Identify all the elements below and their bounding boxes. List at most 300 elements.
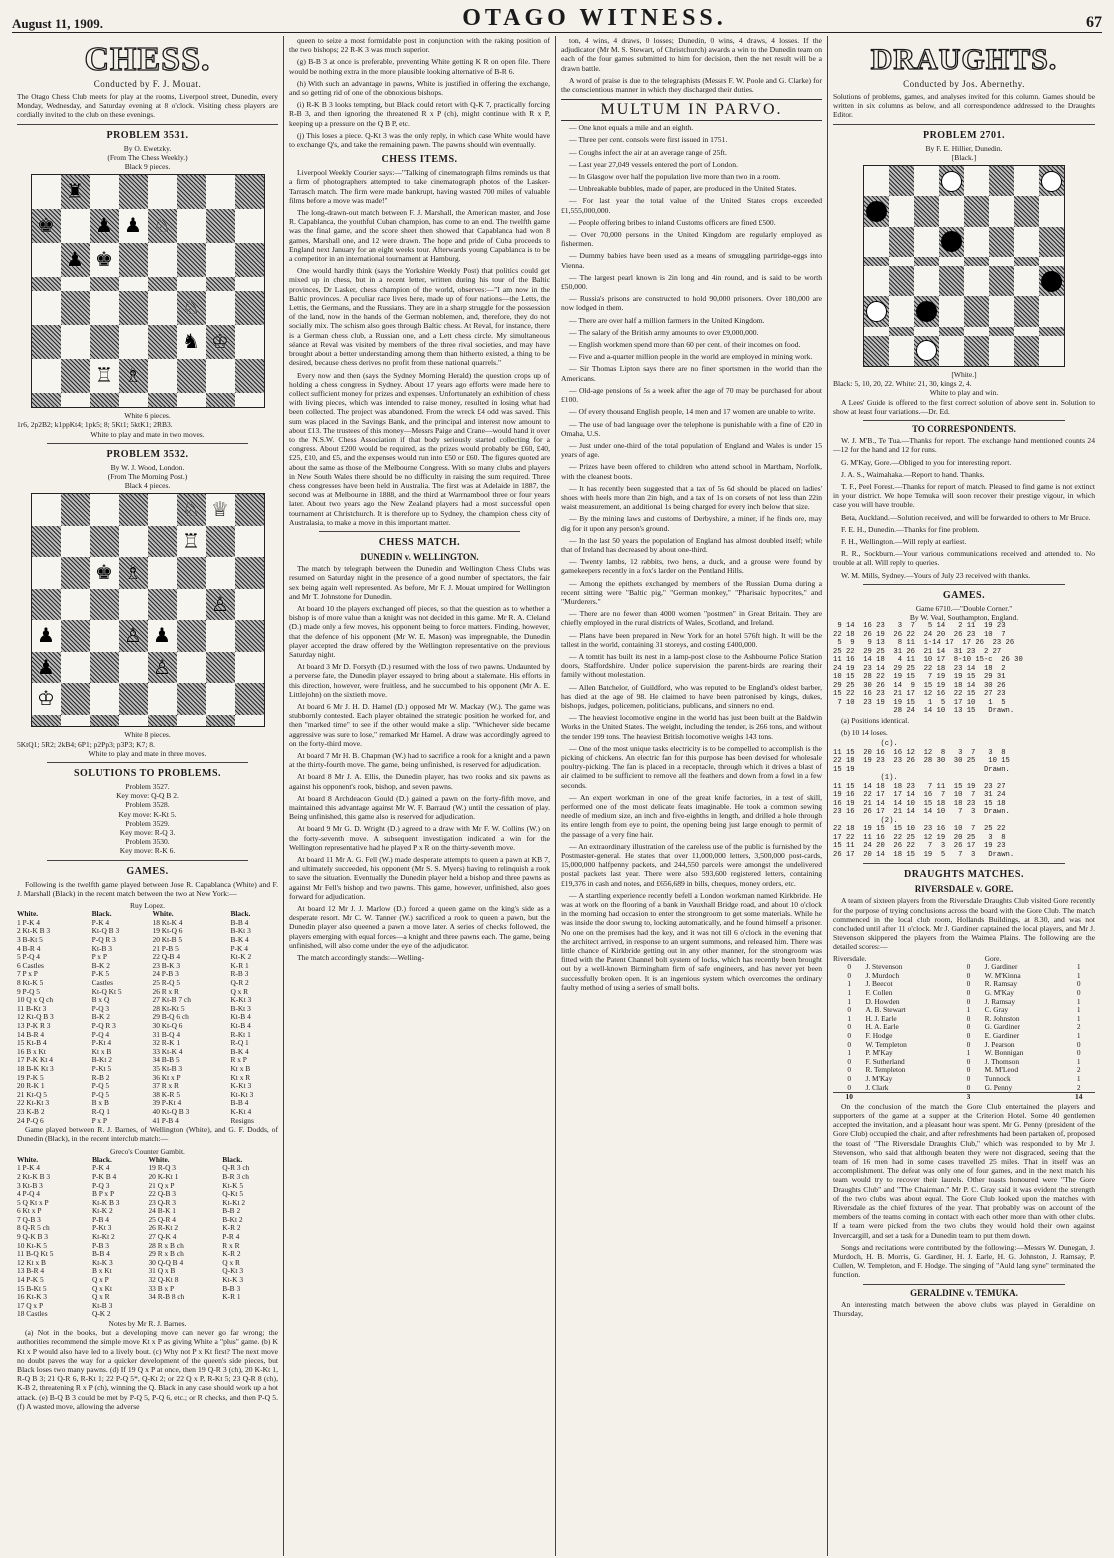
player-cell: H. J. Earle <box>865 1013 897 1023</box>
board-square <box>864 266 889 296</box>
multum-list <box>561 123 822 992</box>
player-cell: J. Murdoch <box>865 970 900 980</box>
table-cell: 10 Q x Q ch <box>17 995 54 1005</box>
draws-cell: 1 <box>966 1048 971 1058</box>
table-cell: 28 R x B ch <box>148 1240 184 1250</box>
problem-3531-fen: 1r6, 2p2B2; k1ppKt4; 1pk5; 8; 5Kt1; 5ktK1; 2RB3. <box>17 420 173 430</box>
table-cell: 27 Q-K 4 <box>148 1232 177 1242</box>
wins-cell: 1 <box>1076 1030 1081 1040</box>
match-paragraph: At board 7 Mr H. B. Chapman (W.) had to sacrifice a rook for a knight and a pawn at the thirty-fourth move. The game, being unfinished, is reserved for adjudication. <box>289 751 550 770</box>
table-cell: 3 B-Kt 5 <box>17 935 43 945</box>
board-square <box>235 325 264 359</box>
col-black-2: Black. <box>230 909 251 919</box>
player-cell: W. Templeton <box>865 1039 907 1049</box>
table-cell: 2 Kt-K B 3 <box>17 926 51 936</box>
multum-item: — Allen Batchelor, of Guildford, who was reputed to be England's oldest barber, has died at the age of 98. He claimed to have been patronised by kings, dukes, bishops, judges, policemen, politicians, publicans, and sinners no end. <box>561 682 822 710</box>
draws-cell: 0 <box>966 1065 971 1075</box>
table-cell: 6 Kt x P <box>17 1206 42 1216</box>
player-cell: R. Templeton <box>865 1065 906 1075</box>
board-square <box>90 557 119 589</box>
chess-piece-icon: ♔ <box>211 331 229 354</box>
multum-item: — There are no fewer than 4000 women "postmen" in Great Britain. They are chiefly employed in the rural districts of Wales, Scotland, and Ireland. <box>561 609 822 628</box>
board-square <box>235 652 264 684</box>
board-square <box>119 589 148 621</box>
wins-cell: 1 <box>847 987 852 997</box>
wins-cell: 1 <box>1076 1005 1081 1015</box>
board-square <box>914 196 939 226</box>
table-cell: 30 Kt-Q 6 <box>152 1020 183 1030</box>
variation-c: (c). 11 15 20 16 16 12 12 8 3 7 3 8 22 18 19 23 23 26 28 30 30 25 10 15 15 19 Drawn. <box>833 740 1010 774</box>
board-square <box>148 175 177 209</box>
draughts-notice: Solutions of problems, games, and analyses invited for this column. Games should be written in six columns as below, and all correspondence addressed to the Draughts Editor. <box>833 93 1095 124</box>
table-cell: 24 P-B 3 <box>152 969 179 979</box>
draughts-game-notes <box>833 716 1095 737</box>
player-cell: H. A. Earle <box>865 1022 899 1032</box>
table-row <box>17 1302 278 1311</box>
board-square <box>939 166 964 196</box>
riversdale-songs: Songs and recitations were contributed by the following:—Messrs W. Dunegan, J. Murdoch, H. B. Morris, G. Gardiner, H. J. Earle, H. G. Johnston, J. Ramsay, P. Cullen, W. Templeton, and F. Hodge. The singing of "Auld lang syne" terminated the function. <box>833 1242 1095 1280</box>
table-cell: R x R <box>222 1240 240 1250</box>
board-square <box>32 325 61 359</box>
table-cell: Q-R 3 ch <box>222 1163 250 1173</box>
board-square <box>914 166 939 196</box>
table-cell: 21 Kt-Q 5 <box>17 1089 47 1099</box>
draughts-board <box>863 165 1065 367</box>
table-cell: K-Kt 3 <box>230 995 252 1005</box>
table-cell: 3 Kt-B 3 <box>17 1180 43 1190</box>
board-square <box>235 494 264 526</box>
table-cell: Kt-K 5 <box>222 1180 244 1190</box>
wins-cell: 0 <box>847 970 852 980</box>
table-cell: 13 B-R 4 <box>17 1266 45 1276</box>
col-white-2: White. <box>148 1154 170 1164</box>
draws-cell: 0 <box>966 970 971 980</box>
board-square <box>90 243 119 277</box>
board-square <box>61 359 90 393</box>
board-square <box>32 209 61 243</box>
correspondents-heading: TO CORRESPONDENTS. <box>912 424 1016 435</box>
board-square <box>90 652 119 684</box>
board-square <box>90 175 119 209</box>
table-cell: P x P <box>91 952 107 962</box>
problem-3532-stipulation: White to play and mate in three moves. <box>88 748 207 758</box>
draws-cell: 0 <box>966 979 971 989</box>
match-paragraph: At board 8 Archdeacon Gould (D.) gained a pawn on the forty-fifth move, and maintained this advantage against Mr W. F. Barraud (W.) until the cessation of play. Being unfinished, this game also is reserved for adjudication. <box>289 793 550 822</box>
chess-items-heading: CHESS ITEMS. <box>381 154 458 166</box>
board-square <box>206 683 235 715</box>
player-cell: Tunnock <box>984 1073 1011 1083</box>
chess-piece-icon: ♟ <box>153 625 171 648</box>
board-square <box>177 589 206 621</box>
table-cell: P-B 3 <box>91 1240 109 1250</box>
table-cell <box>148 1302 222 1311</box>
solution-problem: Problem 3527. <box>125 782 170 792</box>
draughts-byline: Conducted by Jos. Abernethy. <box>903 79 1025 89</box>
board-square <box>119 325 148 359</box>
draws-cell: 1 <box>966 1005 971 1015</box>
correspondent-reply: W. M. Mills, Sydney.—Yours of July 23 received with thanks. <box>841 570 1031 580</box>
riversdale-heading: RIVERSDALE v. GORE. <box>914 884 1014 895</box>
problem-3531-stipulation: White to play and mate in two moves. <box>90 429 205 439</box>
board-square <box>90 683 119 715</box>
table-cell: 38 K-R 5 <box>152 1089 181 1099</box>
board-square <box>148 277 177 291</box>
board-square <box>61 291 90 325</box>
chess-byline: Conducted by F. J. Mouat. <box>93 79 202 89</box>
solution-key: Key move: K-Kt 5. <box>118 809 177 819</box>
board-square <box>148 393 177 407</box>
player-cell: P. M'Kay <box>865 1048 893 1058</box>
table-cell: Q x Kt <box>91 1283 113 1293</box>
table-cell: 20 R-K 1 <box>17 1081 45 1091</box>
table-cell: 23 Q-R 3 <box>148 1197 176 1207</box>
player-cell: F. Collen <box>865 987 893 997</box>
table-cell: B-B 4 <box>230 917 249 927</box>
multum-item: — A tomtit has built its nest in a lamp-post close to the Ashbourne Police Station doors, Staffordshire. Under police supervision the parent-birds are rearing their family without molestation. <box>561 651 822 680</box>
wins-cell: 1 <box>1076 1056 1081 1066</box>
board-square <box>1014 296 1039 326</box>
board-square <box>889 166 914 196</box>
multum-item: — Plans have been prepared in New York for an hotel 576ft high. It will be the tallest in the world, containing 31 storeys, and costing £400,000. <box>561 630 822 649</box>
game2-intro: Game played between R. J. Barnes, of Wellington (White), and G. F. Dodds, of Dunedin (Black), in the recent interclub match:— <box>17 1125 278 1144</box>
table-cell: Kt-Kt 3 <box>230 1089 254 1099</box>
board-square <box>32 494 61 526</box>
table-cell: 34 R-B 8 ch <box>148 1292 185 1302</box>
table-cell: 39 P-Kt 4 <box>152 1098 182 1108</box>
board-square <box>61 557 90 589</box>
chess-piece-icon: ♚ <box>95 562 113 585</box>
draws-cell: 0 <box>966 1022 971 1032</box>
table-cell: 26 R-Kt 2 <box>148 1223 179 1233</box>
draws-cell: 0 <box>966 962 971 972</box>
geraldine-heading: GERALDINE v. TEMUKA. <box>910 1287 1018 1298</box>
board-square <box>889 296 914 326</box>
variation-2: (2). 22 18 19 15 15 10 23 16 10 7 25 22 17 22 11 16 22 25 12 19 20 25 3 8 15 11 24 20 26 22 7 3 26 17 19 23 26 17 20 14 18 15 19 5 7 3 Drawn. <box>833 816 1015 859</box>
board-square <box>864 336 889 366</box>
board-square <box>32 393 61 407</box>
chess-piece-icon: ♘ <box>182 499 200 522</box>
table-cell: 18 B-K Kt 3 <box>17 1063 54 1073</box>
table-cell: 34 B-B 5 <box>152 1055 180 1065</box>
table-cell: 33 Kt-K 4 <box>152 1046 183 1056</box>
board-square <box>989 266 1014 296</box>
chess-piece-icon: ♙ <box>124 625 142 648</box>
table-cell: Castles <box>91 978 113 988</box>
table-cell: 17 Q x P <box>17 1300 44 1310</box>
table-cell: Kt-B 4 <box>230 1012 251 1022</box>
chess-piece-icon: ♙ <box>211 593 229 616</box>
board-square <box>32 175 61 209</box>
board-square <box>964 257 989 266</box>
board-square <box>206 526 235 558</box>
table-cell: Kt-Kt 2 <box>91 1232 115 1242</box>
table-cell: P x P <box>91 1115 107 1125</box>
game2-moves-table <box>17 1156 278 1319</box>
board-square <box>177 393 206 407</box>
board-square <box>119 393 148 407</box>
player-cell: J. Gardiner <box>984 962 1018 972</box>
game-notes: (a) Not in the books, but a developing move can never go far wrong; the authorities recommend the simple move Kt x P as giving White a "plus" game. (b) K Kt x P would also have led to a lively bout. (c) Why not P x Kt first? The next move no doubt paves the way for a quicker development of the queen's side pieces, but Black loses two many pawns. (d) If 19 Q x P at once, then 19 Q-R 3 (ch), 20 K-Kt 1, R-Q B 3; 21 Q-R 6, R-Kt 1; 22 P-Q 5*, Q-Kt 2; or 22 Q x P, R-Kt 5; 23 Q-R 8 (ch), K-B 2, threatening R x P (ch), winning the Q. Black in any case should work up a hot attack. (e) B-Q B 3 could be met by P-Q 5, P-Q 6, etc.; or R checks, and then P-Q 5. (f) A wasted move, allowing the adverse <box>17 1328 278 1411</box>
draughts-prize-note: A Lees' Guide is offered to the first correct solution of above sent in. Solution to show at least four variations.—Dr. Ed. <box>833 397 1095 416</box>
wins-cell: 0 <box>847 1073 852 1083</box>
board-square <box>989 336 1014 366</box>
chess-item-paragraph: The long-drawn-out match between F. J. Marshall, the American master, and Jose R. Capablanca, the youthful Cuban champion, has come to an end. The twelfth game was the final game, and the score sheet then showed that Capablanca had won 8 games, Marshall one, and 12 were drawn. The hope and pride of Cuba proceeds to England next January for an eight weeks tour. Afterwards young Capablanca is to be a competitor in an international tournament at Hamburg. <box>289 208 550 264</box>
board-square <box>61 175 90 209</box>
table-row <box>17 1117 278 1126</box>
player-cell: M. M'Leod <box>984 1065 1019 1075</box>
table-cell: P-K B 4 <box>91 1171 117 1181</box>
table-cell: P-Kt 4 <box>91 1038 112 1048</box>
board-square <box>939 266 964 296</box>
multum-item: — There are over half a million farmers in the United Kingdom. <box>569 315 765 325</box>
table-cell: Kt-K 3 <box>222 1275 244 1285</box>
wins-cell: 1 <box>1076 970 1081 980</box>
table-cell: 1 P-K 4 <box>17 1163 40 1173</box>
board-square <box>235 209 264 243</box>
board-square <box>177 175 206 209</box>
player-cell: R. Johnston <box>984 1013 1020 1023</box>
solution-problem: Problem 3529. <box>125 818 170 828</box>
table-cell: Kt-Q Kt 5 <box>91 986 122 996</box>
table-cell: Kt-B 3 <box>91 943 112 953</box>
board-square <box>235 277 264 291</box>
board-square <box>61 494 90 526</box>
multum-item: — People offering bribes to inland Customs officers are fined £500. <box>569 217 776 227</box>
player-cell: R. Ramsay <box>984 979 1018 989</box>
table-cell: B-B 3 <box>222 1283 241 1293</box>
problem-3532-black-count: Black 4 pieces. <box>124 481 171 491</box>
table-cell: 23 K-B 2 <box>17 1106 45 1116</box>
board-square <box>61 393 90 407</box>
wins-cell: 0 <box>847 1056 852 1066</box>
chess-piece-icon: ♟ <box>95 215 113 238</box>
board-square <box>964 266 989 296</box>
table-cell: 11 B-Kt 3 <box>17 1003 47 1013</box>
total-cell: 14 <box>1062 1093 1095 1102</box>
board-square <box>148 359 177 393</box>
riversdale-scores <box>833 955 1095 1102</box>
chess-piece-icon: ♘ <box>153 215 171 238</box>
correspondent-reply: F. H., Wellington.—Will reply at earliest. <box>841 537 967 547</box>
match-paragraph: At board 10 the players exchanged off pieces, so that the question as to whether a bishop is of more value than a knight was not decided in this game. Mr R. A. Cleland (D.) made only a few moves, his opponent being to force matters. Finding, however, that the defence of his opponent (Mr W. E. Mason) was impregnable, the Dunedin player accepted the draw offered by the Wellington representative on the previous Saturday night. <box>289 603 550 659</box>
table-cell: P-Q 3 <box>91 1180 110 1190</box>
col-white: White. <box>17 1154 39 1164</box>
board-square <box>177 359 206 393</box>
table-cell: 18 Kt-K 4 <box>152 917 183 927</box>
table-cell: 24 P-Q 6 <box>17 1115 44 1125</box>
table-cell: 21 P-B 5 <box>152 943 179 953</box>
chess-piece-icon: ♚ <box>37 215 55 238</box>
table-cell: 15 Kt-B 4 <box>17 1038 47 1048</box>
board-square <box>1039 166 1064 196</box>
multum-item: — Old-age pensions of 5s a week after the age of 70 may be purchased for about £100. <box>561 385 822 405</box>
draws-cell: 0 <box>966 996 971 1006</box>
table-cell: P-K 5 <box>91 969 110 979</box>
board-square <box>235 589 264 621</box>
table-cell: B-K 2 <box>91 1012 110 1022</box>
board-square <box>235 359 264 393</box>
variation-1: (1). 11 15 14 18 18 23 7 11 15 19 23 27 19 16 22 17 17 14 16 7 10 7 31 24 16 19 21 14 14 10 15 18 18 23 15 18 23 16 26 17 21 14 14 10 7 3 Drawn. <box>833 774 1010 817</box>
board-square <box>206 209 235 243</box>
board-square <box>61 209 90 243</box>
table-cell: 41 P-B 4 <box>152 1115 179 1125</box>
chess-piece-icon: ♙ <box>153 656 171 679</box>
game-note: (b) 10 14 loses. <box>841 727 888 737</box>
table-cell: 8 Kt-K 5 <box>17 978 44 988</box>
player-cell: J. Pearson <box>984 1039 1015 1049</box>
table-cell: B-Kt 3 <box>230 1003 251 1013</box>
table-cell: 26 R x R <box>152 986 179 996</box>
board-square <box>206 620 235 652</box>
draughts-position: Black: 5, 10, 20, 22. White: 21, 30, kings 2, 4. <box>833 379 972 389</box>
board-square <box>32 557 61 589</box>
table-cell <box>148 1310 222 1319</box>
note-paragraph: queen to seize a most formidable post in conjunction with the raking position of the two bishops; 22 R-K 3 was much superior. <box>289 36 550 55</box>
board-square <box>148 325 177 359</box>
board-square <box>90 494 119 526</box>
table-cell: R-Q 1 <box>230 1038 249 1048</box>
board-square <box>61 620 90 652</box>
table-cell: B-R 3 ch <box>222 1171 249 1181</box>
board-square <box>889 266 914 296</box>
correspondent-reply: Beta, Auckland.—Solution received, and will be forwarded to others to Mr Bruce. <box>841 512 1091 522</box>
multum-item: — Last year 27,049 vessels entered the port of London. <box>569 159 738 169</box>
board-square <box>90 526 119 558</box>
table-cell: Q x R <box>91 1292 110 1302</box>
board-square <box>914 327 939 336</box>
match-paragraph: At board 9 Mr G. D. Wright (D.) agreed to a draw with Mr F. W. Collins (W.) on the forty-seventh move. A subsequent investigation indicated a win for the Wellington representative had he played P x R on the thirty-seventh move. <box>289 824 550 852</box>
board-square <box>235 715 264 727</box>
draughts-problem-title: PROBLEM 2701. <box>922 129 1006 141</box>
geraldine-intro: An interesting match between the above clubs was played in Geraldine on Thursday, <box>833 1299 1095 1318</box>
chess-match-report <box>289 564 550 962</box>
board-square <box>914 266 939 296</box>
table-cell: P-K 4 <box>91 917 110 927</box>
board-square <box>235 291 264 325</box>
table-cell: Q x R <box>230 986 249 996</box>
board-square <box>864 166 889 196</box>
board-square <box>206 557 235 589</box>
table-cell: 5 P-Q 4 <box>17 952 40 962</box>
table-cell: Q-Kt 5 <box>222 1189 244 1199</box>
board-square <box>1014 196 1039 226</box>
col-black: Black. <box>91 909 112 919</box>
table-cell: B-B 2 <box>222 1206 241 1216</box>
table-row <box>833 1084 1095 1093</box>
board-square <box>148 291 177 325</box>
table-row <box>17 1293 278 1302</box>
draughts-problem-author: By F. E. Hillier, Dunedin. <box>925 143 1003 153</box>
board-square <box>889 227 914 257</box>
board-square <box>148 209 177 243</box>
total-row <box>833 1093 1095 1102</box>
board-square <box>206 291 235 325</box>
table-cell: P-Q R 3 <box>91 1020 116 1030</box>
table-cell: 31 B-Q 4 <box>152 1029 181 1039</box>
table-cell: 2 Kt-K B 3 <box>17 1171 51 1181</box>
board-square <box>61 652 90 684</box>
wins-cell: 0 <box>847 1082 852 1092</box>
board-square <box>177 243 206 277</box>
board-square <box>206 393 235 407</box>
table-cell: 12 Kt x B <box>17 1257 46 1267</box>
draughts-game-title: Game 6710.—"Double Corner." <box>915 603 1013 613</box>
table-cell: K-R 2 <box>222 1223 241 1233</box>
table-cell: R-B 2 <box>91 1072 110 1082</box>
board-square <box>148 243 177 277</box>
table-cell: K-R 2 <box>222 1249 241 1259</box>
wins-cell: 0 <box>847 1030 852 1040</box>
multum-item: — The heaviest locomotive engine in the world has just been built at the Baldwin Works in the United States. The weight, including the tender, is 266 tons, and without the tender 199 tons. The heaviest British locomotive weighs 143 tons. <box>561 713 822 741</box>
table-cell: 29 R x B ch <box>148 1249 184 1259</box>
board-square <box>61 683 90 715</box>
chess-board-problem-3532 <box>31 493 265 727</box>
board-square <box>119 652 148 684</box>
board-square <box>964 166 989 196</box>
board-square <box>989 257 1014 266</box>
board-square <box>32 277 61 291</box>
correspondent-reply: T. F., Peel Forest.—Thanks for report of match. Pleased to find game is not extinct in your district. We hope Temuka will soon recover their prestige vigour, in which case you will have trouble. <box>833 482 1095 510</box>
table-cell: 22 Q-B 4 <box>152 952 181 962</box>
board-square <box>1039 257 1064 266</box>
player-cell: J. Stevenson <box>865 962 903 972</box>
table-cell: B-B 4 <box>230 1098 249 1108</box>
board-square <box>1014 227 1039 257</box>
multum-item: — Dummy babies have been used as a means of smuggling partridge-eggs into Vienna. <box>561 251 822 270</box>
multum-item: — English workmen spend more than 60 per cent. of their incomes on food. <box>569 340 801 350</box>
board-square <box>90 620 119 652</box>
board-square <box>119 494 148 526</box>
board-square <box>61 526 90 558</box>
table-cell: 12 Kt-Q B 3 <box>17 1012 54 1022</box>
draughts-white-label: [White.] <box>951 370 977 379</box>
correspondent-reply: F. E. H., Dunedin.—Thanks for fine problem. <box>841 524 980 534</box>
board-square <box>1014 166 1039 196</box>
board-square <box>90 209 119 243</box>
wins-cell: 1 <box>1076 1013 1081 1023</box>
correspondents-list <box>833 436 1095 580</box>
draws-cell: 0 <box>966 1082 971 1092</box>
chess-piece-icon: ♜ <box>66 181 84 204</box>
multum-item: — The use of bad language over the telephone is punishable with a fine of £20 in Omaha, U.S. <box>561 419 822 438</box>
board-square <box>889 336 914 366</box>
table-cell: 4 B-R 4 <box>17 943 41 953</box>
multum-item: — Over 70,000 persons in the United Kingdom are regularly employed as fishermen. <box>561 230 822 249</box>
multum-item: — It has recently been suggested that a tax of 5s 6d should be placed on ladies' shoes with heels more than 2in high, and a tax of 1s on corsets of not less than 22in waist measurement, an additional 1s being charged for every inch below that size. <box>561 483 822 512</box>
multum-item: — Twenty lambs, 12 rabbits, two hens, a duck, and a grouse were found by gamekeepers recently in a fox's larder on the Pentland Hills. <box>561 557 822 576</box>
solution-problem: Problem 3528. <box>125 800 170 810</box>
table-cell: B-Kt 2 <box>91 1055 112 1065</box>
chess-item-paragraph: Liverpool Weekly Courier says:—"Talking of cinematograph films reminds us that a firm of photographers attempted to take cinematograph photos of the Lasker-Tarrasch match. The firm were made bankrupt, having wasted 700 miles of valuable films before a move was made!" <box>289 168 550 205</box>
board-square <box>206 359 235 393</box>
wins-cell: 2 <box>1076 1082 1081 1092</box>
black-draught-icon <box>941 231 962 252</box>
multum-item: — Coughs infect the air at an average range of 25ft. <box>569 147 727 157</box>
wins-cell: 0 <box>1076 1048 1081 1058</box>
table-cell: 25 Q-R 4 <box>148 1214 176 1224</box>
board-square <box>1039 336 1064 366</box>
problem-3531-author: By O. Ewetzky. <box>123 143 172 153</box>
game-opening: Ruy Lopez. <box>130 901 165 911</box>
player-cell: G. Gardiner <box>984 1022 1020 1032</box>
board-square <box>177 526 206 558</box>
black-draught-icon <box>916 301 937 322</box>
player-cell: F. Hodge <box>865 1030 893 1040</box>
newspaper-title: OTAGO WITNESS. <box>462 5 727 31</box>
table-cell: 20 Kt-B 5 <box>152 935 183 945</box>
problem-3531-source: (From The Chess Weekly.) <box>107 152 188 162</box>
board-square <box>964 196 989 226</box>
